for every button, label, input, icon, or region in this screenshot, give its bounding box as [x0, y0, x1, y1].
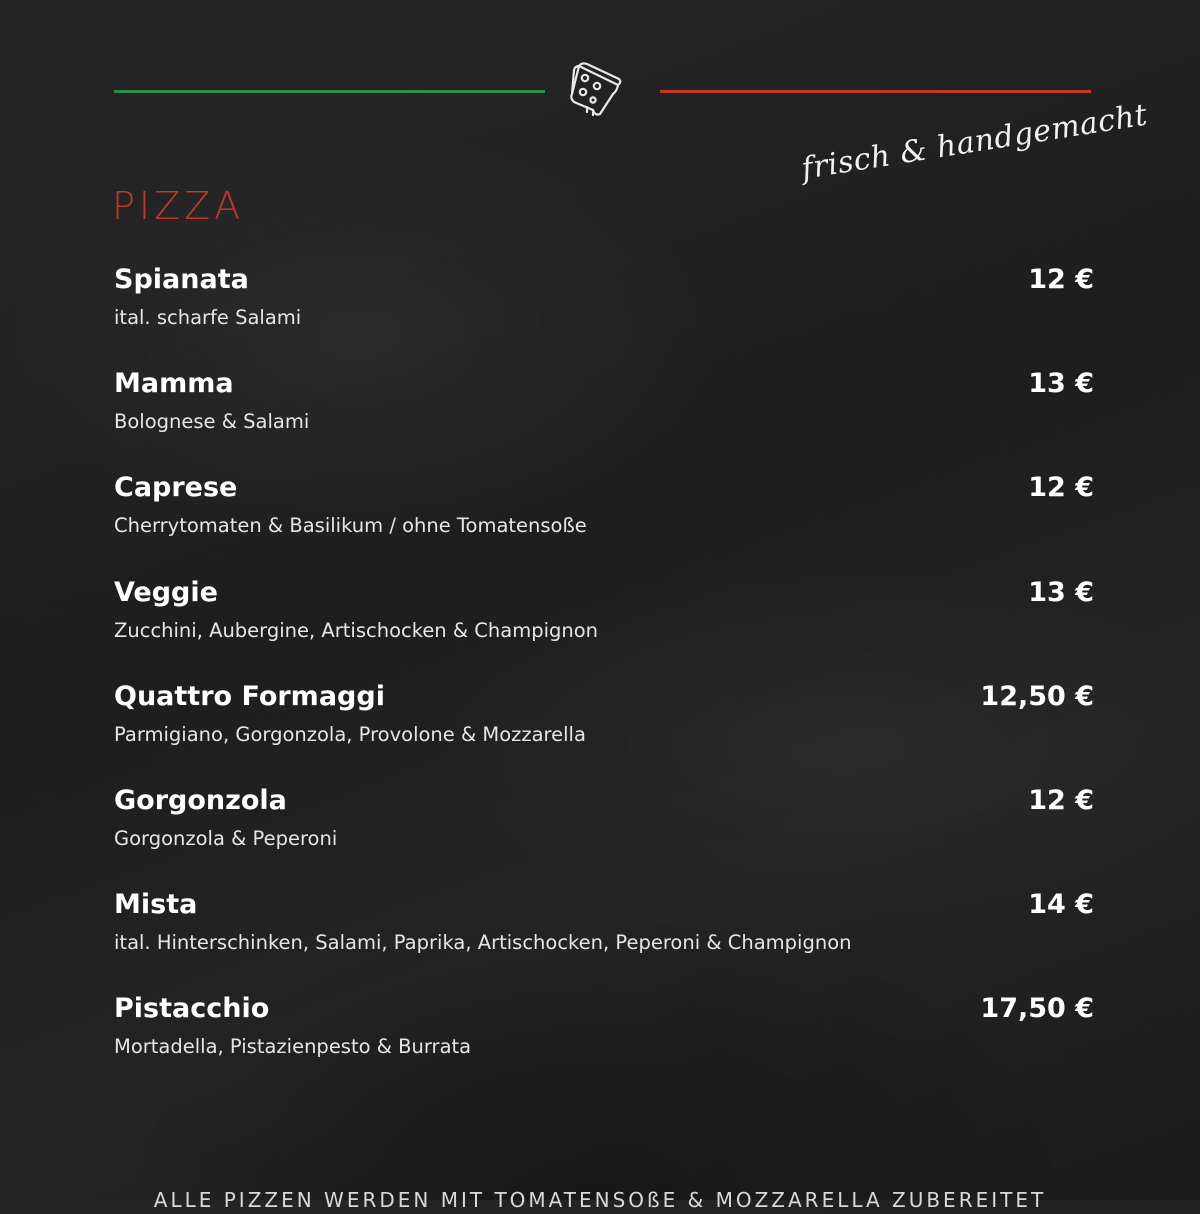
item-price: 14 €	[1028, 889, 1094, 921]
item-description: Bolognese & Salami	[114, 410, 310, 434]
item-price: 12 €	[1028, 784, 1094, 816]
menu-item	[114, 992, 1094, 1096]
item-price: 13 €	[1028, 576, 1094, 608]
divider-red	[660, 90, 1091, 93]
footer-note: ALLE PIZZEN WERDEN MIT TOMATENSOßE & MOZZARELLA ZUBEREITET	[153, 1188, 1047, 1212]
menu-item	[114, 471, 1094, 575]
menu-item	[114, 680, 1094, 784]
tagline: frisch & handgemacht	[799, 97, 1150, 187]
menu-item	[114, 888, 1094, 992]
item-name: Veggie	[114, 576, 218, 608]
item-price: 12 €	[1028, 264, 1094, 295]
item-description: Mortadella, Pistazienpesto & Burrata	[114, 1035, 472, 1059]
item-description: Cherrytomaten & Basilikum / ohne Tomatensoße	[114, 514, 587, 538]
divider-green	[114, 90, 545, 93]
item-name: Mamma	[114, 368, 234, 400]
menu-item	[114, 367, 1094, 471]
item-name: Pistacchio	[114, 993, 270, 1025]
item-description: Parmigiano, Gorgonzola, Provolone & Mozzarella	[114, 722, 586, 746]
pizza-menu-list	[114, 263, 1094, 1097]
menu-item	[114, 263, 1094, 367]
menu-item	[114, 784, 1094, 888]
item-name: Mista	[114, 889, 198, 921]
item-description: Zucchini, Aubergine, Artischocken & Champignon	[114, 618, 599, 642]
section-title: PIZZA	[112, 184, 245, 228]
menu-item	[114, 576, 1094, 680]
item-description: ital. scharfe Salami	[114, 306, 302, 329]
item-name: Caprese	[114, 472, 238, 504]
item-price: 17,50 €	[980, 993, 1094, 1025]
item-name: Gorgonzola	[114, 784, 287, 816]
item-price: 13 €	[1028, 368, 1094, 400]
item-name: Quattro Formaggi	[114, 680, 385, 712]
item-price: 12,50 €	[980, 680, 1094, 712]
item-description: ital. Hinterschinken, Salami, Paprika, Artischocken, Peperoni & Champignon	[114, 931, 852, 955]
item-description: Gorgonzola & Peperoni	[114, 826, 338, 850]
pizza-slice-icon	[569, 58, 627, 118]
item-price: 12 €	[1028, 472, 1094, 504]
item-name: Spianata	[114, 264, 249, 295]
